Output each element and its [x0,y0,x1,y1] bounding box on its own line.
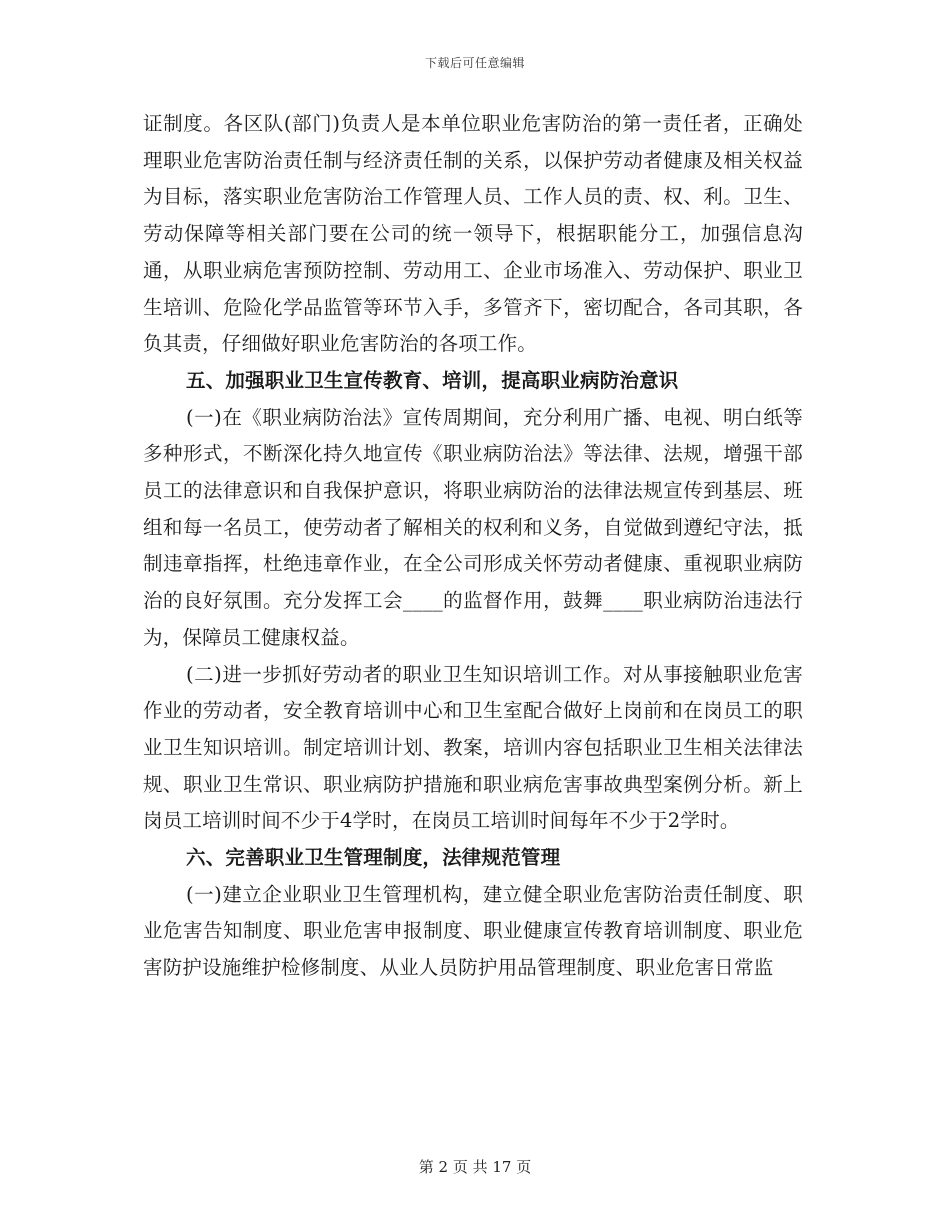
page-header: 下载后可任意编辑 [424,56,525,70]
paragraph-6-1: (一)建立企业职业卫生管理机构，建立健全职业危害防治责任制度、职业危害告知制度、职业危害申报制度、职业健康宣传教育培训制度、职业危害防护设施维护检修制度、从业人员防护用品管理制度、职业危害日常监 [143,882,803,980]
paragraph-5-1: (一)在《职业病防治法》宣传周期间，充分利用广播、电视、明白纸等多种形式，不断深化持久地宣传《职业病防治法》等法律、法规，增强干部员工的法律意识和自我保护意识，将职业病防治的法律法规宣传到基层、班组和每一名员工，使劳动者了解相关的权利和义务，自觉做到遵纪守法，抵制违章指挥，杜绝违章作业，在全公司形成关怀劳动者健康、重视职业病防治的良好氛围。充分发挥工会____的监督作用，鼓舞____职业病防治违法行为，保障员工健康权益。 [143,405,803,649]
page-number: 第 2 页 共 17 页 [418,1158,532,1176]
section-heading-5: 五、加强职业卫生宣传教育、培训，提高职业病防治意识 [186,368,679,392]
paragraph-responsibility: 证制度。各区队(部门)负责人是本单位职业危害防治的第一责任者，正确处理职业危害防治责任制与经济责任制的关系，以保护劳动者健康及相关权益为目标，落实职业危害防治工作管理人员、工作人员的责、权、利。卫生、劳动保障等相关部门要在公司的统一领导下，根据职能分工，加强信息沟通，从职业病危害预防控制、劳动用工、企业市场准入、劳动保护、职业卫生培训、危险化学品监管等环节入手，多管齐下，密切配合，各司其职，各负其责，仔细做好职业危害防治的各项工作。 [143,112,803,356]
document-body [143,106,803,987]
section-heading-6: 六、完善职业卫生管理制度，法律规范管理 [186,846,561,870]
paragraph-5-2: (二)进一步抓好劳动者的职业卫生知识培训工作。对从事接触职业危害作业的劳动者，安全教育培训中心和卫生室配合做好上岗前和在岗员工的职业卫生知识培训。制定培训计划、教案，培训内容包括职业卫生相关法律法规、职业卫生常识、职业病防护措施和职业病危害事故典型案例分析。新上岗员工培训时间不少于4学时，在岗员工培训时间每年不少于2学时。 [143,662,803,833]
